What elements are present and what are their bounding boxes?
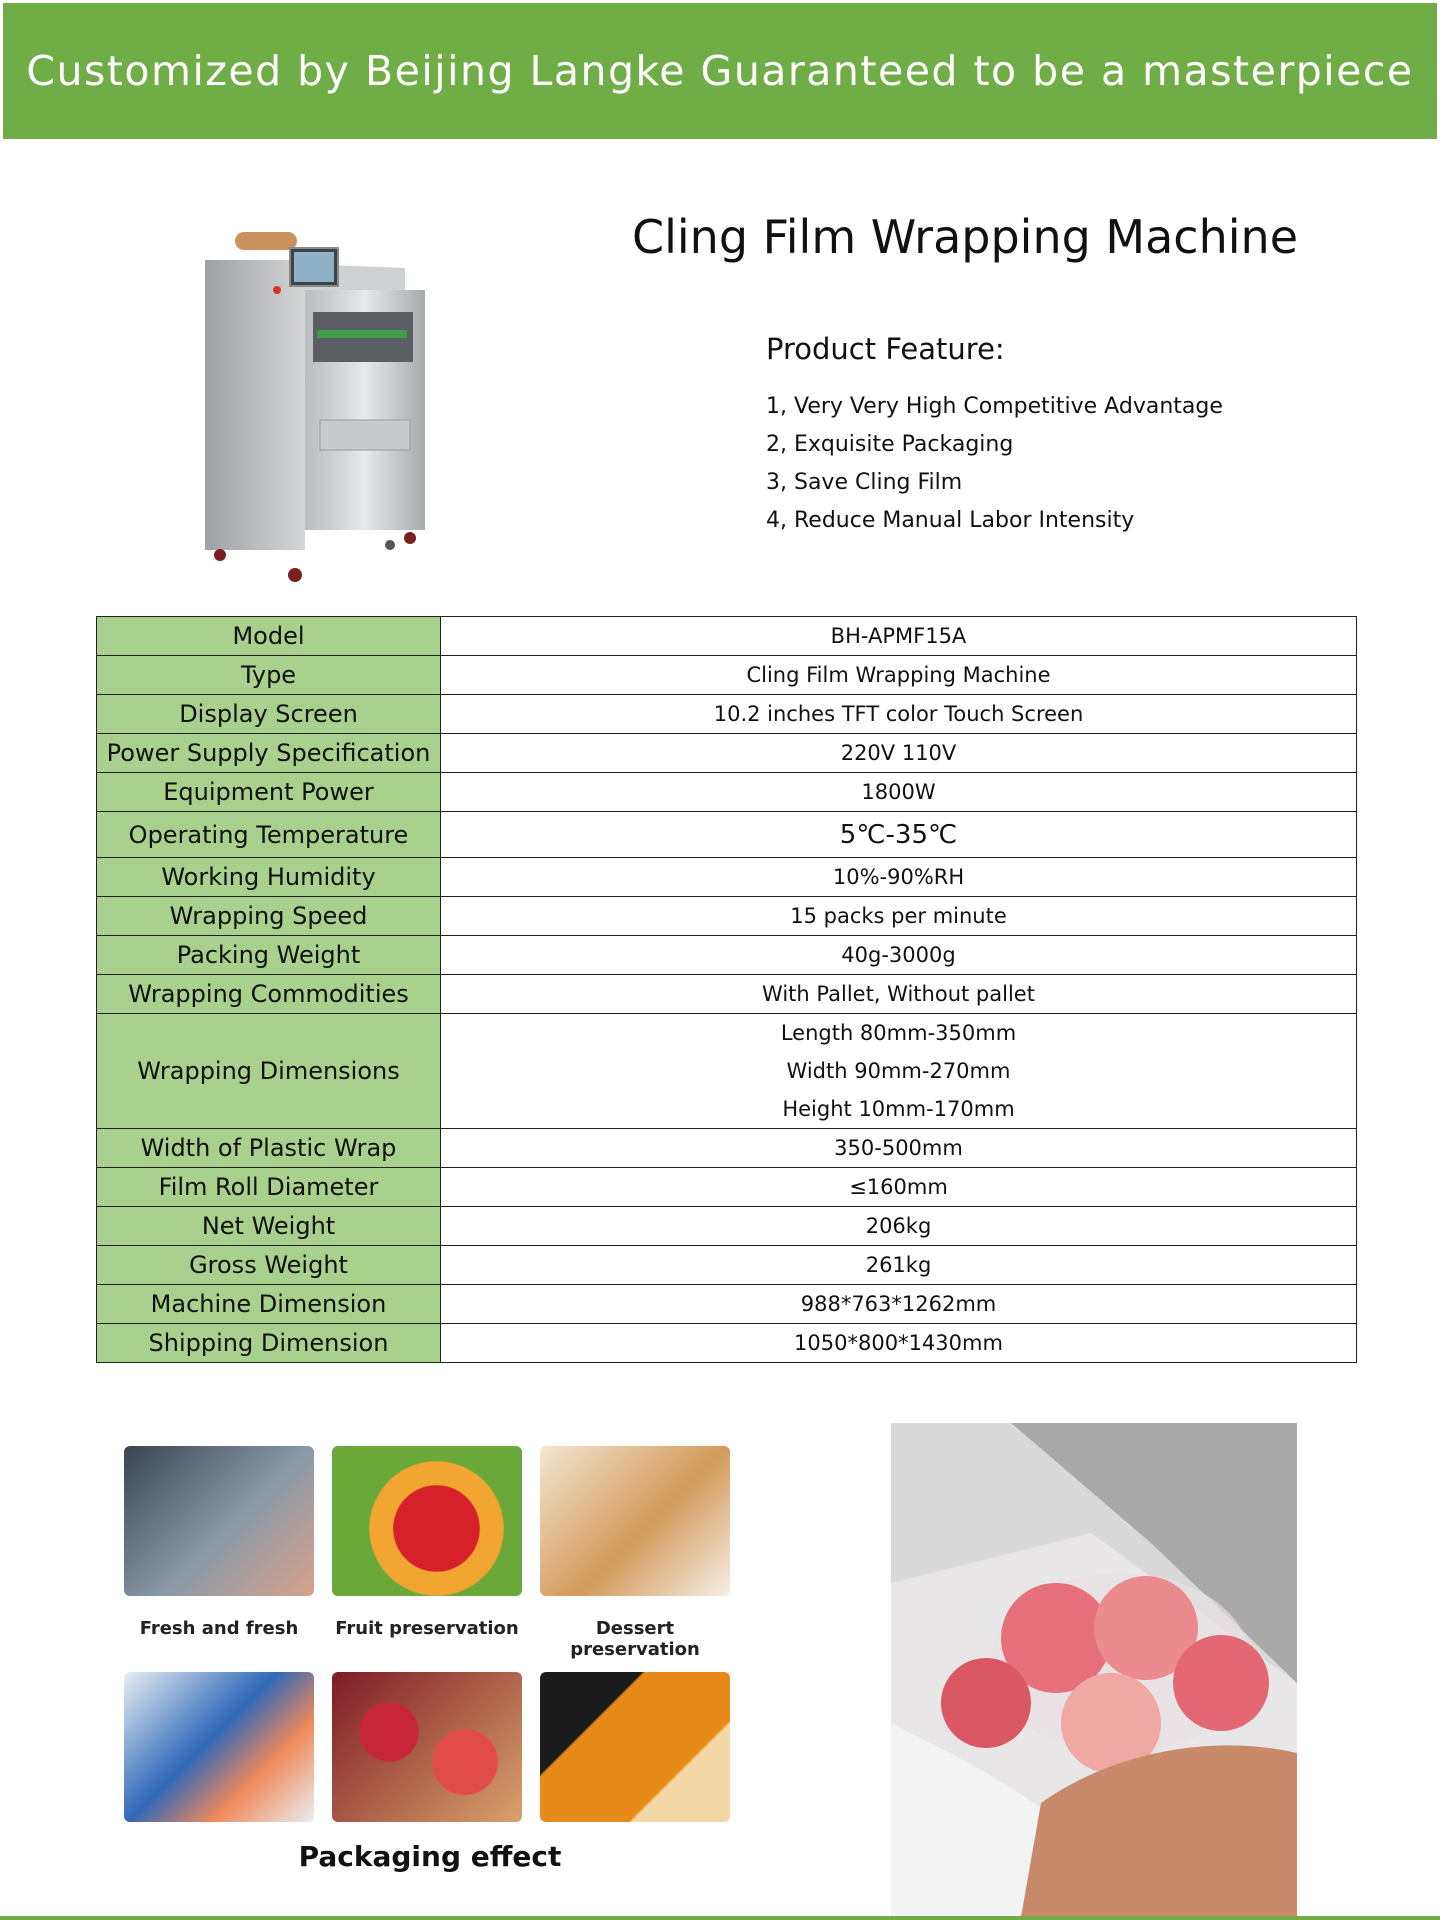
spec-value: 206kg [441, 1207, 1357, 1246]
spec-label: Equipment Power [97, 773, 441, 812]
feature-item: 3, Save Cling Film [766, 470, 963, 495]
salmon-image [124, 1672, 314, 1822]
spec-table [96, 616, 1357, 1363]
spec-row [97, 812, 1357, 858]
spec-row [97, 1246, 1357, 1285]
product-features [766, 332, 1326, 540]
spec-label: Gross Weight [97, 1246, 441, 1285]
cheese-image [540, 1672, 730, 1822]
caption-fresh: Fresh and fresh [139, 1618, 299, 1639]
feature-item: 1, Very Very High Competitive Advantage [766, 394, 1223, 419]
fish-image [124, 1446, 314, 1596]
spec-value: 40g-3000g [441, 936, 1357, 975]
spec-label: Net Weight [97, 1207, 441, 1246]
spec-label: Wrapping Dimensions [97, 1014, 441, 1129]
spec-value: 350-500mm [441, 1129, 1357, 1168]
spec-value: 988*763*1262mm [441, 1285, 1357, 1324]
bread-image [540, 1446, 730, 1596]
spec-value: Length 80mm-350mm [780, 1021, 1017, 1045]
spec-row [97, 1129, 1357, 1168]
packaging-effect-caption: Packaging effect [298, 1840, 562, 1873]
feature-item: 2, Exquisite Packaging [766, 432, 1014, 457]
spec-value: Width 90mm-270mm [786, 1059, 1011, 1083]
spec-value: ≤160mm [441, 1168, 1357, 1207]
feature-item: 4, Reduce Manual Labor Intensity [766, 508, 1135, 533]
spec-value: 1050*800*1430mm [441, 1324, 1357, 1363]
machine-image [195, 220, 485, 600]
spec-value: 15 packs per minute [441, 897, 1357, 936]
spec-label: Packing Weight [97, 936, 441, 975]
spec-row [97, 1168, 1357, 1207]
caption-fruit: Fruit preservation [335, 1618, 519, 1639]
spec-label: Machine Dimension [97, 1285, 441, 1324]
spec-row [97, 975, 1357, 1014]
apples-image [332, 1672, 522, 1822]
features-heading: Product Feature: [766, 332, 1005, 366]
wrapped-peaches-photo [891, 1423, 1297, 1917]
spec-label: Operating Temperature [97, 812, 441, 858]
spec-row [97, 734, 1357, 773]
spec-value: 261kg [441, 1246, 1357, 1285]
spec-row [97, 617, 1357, 656]
footer-rule [0, 1916, 1440, 1920]
spec-row [97, 936, 1357, 975]
spec-label: Width of Plastic Wrap [97, 1129, 441, 1168]
spec-value-cell [441, 1014, 1357, 1129]
banner-text: Customized by Beijing Langke Guaranteed to be a masterpiece [26, 47, 1414, 95]
spec-label: Wrapping Speed [97, 897, 441, 936]
spec-row [97, 1324, 1357, 1363]
spec-value: Cling Film Wrapping Machine [441, 656, 1357, 695]
packaging-collage [110, 1420, 750, 1890]
spec-row [97, 897, 1357, 936]
spec-value: 5℃-35℃ [839, 819, 958, 850]
spec-row [97, 1014, 1357, 1129]
spec-row [97, 1207, 1357, 1246]
spec-label: Type [97, 656, 441, 695]
spec-row [97, 773, 1357, 812]
spec-label: Shipping Dimension [97, 1324, 441, 1363]
spec-label: Wrapping Commodities [97, 975, 441, 1014]
spec-label: Power Supply Specification [97, 734, 441, 773]
spec-row [97, 858, 1357, 897]
spec-row [97, 695, 1357, 734]
spec-label: Model [97, 617, 441, 656]
spec-row [97, 1285, 1357, 1324]
spec-value: BH-APMF15A [441, 617, 1357, 656]
spec-value: Height 10mm-170mm [782, 1097, 1015, 1121]
product-title: Cling Film Wrapping Machine [632, 210, 1298, 264]
spec-label: Working Humidity [97, 858, 441, 897]
spec-label: Display Screen [97, 695, 441, 734]
spec-label: Film Roll Diameter [97, 1168, 441, 1207]
header-banner [3, 3, 1437, 139]
spec-value-cell [441, 812, 1357, 858]
spec-value: With Pallet, Without pallet [441, 975, 1357, 1014]
spec-value: 1800W [441, 773, 1357, 812]
spec-row [97, 656, 1357, 695]
fruit-image [332, 1446, 522, 1596]
spec-value: 10.2 inches TFT color Touch Screen [441, 695, 1357, 734]
caption-dessert: Dessert preservation [570, 1618, 700, 1660]
spec-value: 220V 110V [441, 734, 1357, 773]
spec-value: 10%-90%RH [441, 858, 1357, 897]
